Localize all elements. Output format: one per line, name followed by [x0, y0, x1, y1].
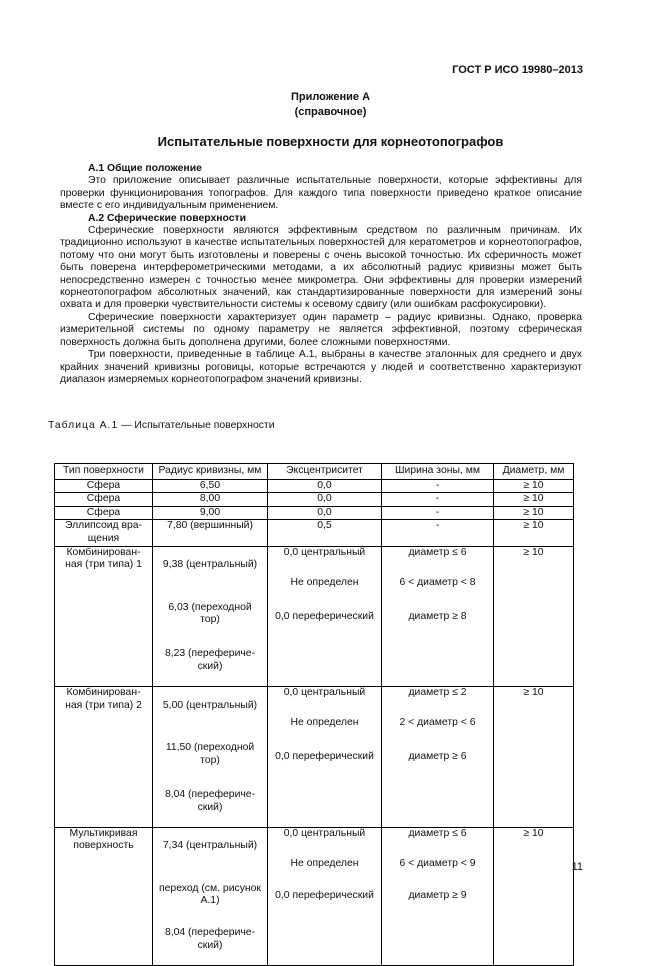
column-header: Радиус кривизны, мм — [153, 464, 268, 480]
table-cell — [268, 687, 382, 828]
table-cell: Комбинирован- ная (три типа) 1 — [55, 546, 153, 687]
radius-central: 7,34 (центральный) — [162, 840, 258, 852]
table-cell: 9,00 — [153, 506, 268, 520]
page-title: Испытательные поверхности для корнеотопографов — [157, 134, 504, 149]
table-cell: Сфера — [55, 493, 153, 507]
annex-heading — [0, 90, 661, 120]
zone-transition: 6 < диаметр < 8 — [399, 576, 476, 588]
table-cell — [268, 827, 382, 966]
table-row — [55, 520, 574, 546]
table-cell — [382, 546, 494, 687]
table-caption — [48, 420, 275, 431]
zone-central: диаметр ≤ 6 — [408, 827, 467, 839]
zone-central: диаметр ≤ 6 — [408, 546, 467, 558]
ecc-central: 0,0 центральный — [283, 827, 366, 839]
radius-central: 9,38 (центральный) — [162, 559, 258, 571]
radius-peripheral: 8,23 (перефериче- ский) — [164, 648, 256, 672]
zone-transition: 6 < диаметр < 9 — [399, 857, 476, 869]
table-cell: ≥ 10 — [494, 827, 574, 966]
table-cell: - — [382, 493, 494, 507]
paragraph: Три поверхности, приведенные в таблице А.1, выбраны в качестве эталонных для среднего и двух крайних значений кривизны роговицы, которые встречаются у людей и соответственно характеризуют диапазон измеряемых корнеотопографом значений кривизны. — [60, 349, 582, 385]
table-cell: 8,00 — [153, 493, 268, 507]
table-row-combined-1 — [55, 546, 574, 687]
ecc-transition: Не определен — [290, 717, 359, 729]
table-caption-text: — Испытательные поверхности — [121, 420, 275, 431]
annex-label: Приложение А — [290, 91, 371, 103]
table-cell: - — [382, 479, 494, 493]
paragraph: Это приложение описывает различные испытательные поверхности, которые эффективны для проверки функционирования топографов. Для каждого типа поверхности приведено краткое описание вместе с его индивидуальным применением. — [60, 175, 582, 212]
radius-transition: 11,50 (переходной тор) — [165, 742, 255, 766]
page-number: 11 — [571, 861, 583, 873]
column-header: Тип поверхности — [55, 464, 153, 480]
ecc-central: 0,0 центральный — [283, 546, 366, 558]
table-cell: - — [382, 520, 494, 546]
section-heading-a2: А.2 Сферические поверхности — [88, 212, 246, 224]
table-cell: 6,50 — [153, 479, 268, 493]
table-cell: 0,0 — [268, 493, 382, 507]
paragraph: Сферические поверхности характеризует один параметр – радиус кривизны. Однако, проверка измерительной системы по одному параметру не является эффективной, поэтому сферическая поверхность должна быть дополнена другими, более сложными поверхностями. — [60, 311, 582, 348]
table-row — [55, 493, 574, 507]
document-body — [60, 163, 582, 386]
ecc-peripheral: 0,0 переферический — [275, 751, 374, 763]
radius-peripheral: 8,04 (перефериче- ский) — [164, 927, 256, 952]
document-code: ГОСТ Р ИСО 19980–2013 — [452, 64, 583, 76]
table-cell: 7,80 (вершинный) — [153, 520, 268, 546]
zone-peripheral: диаметр ≥ 6 — [408, 751, 467, 763]
table-header-row — [55, 464, 574, 480]
test-surfaces-table — [54, 463, 574, 966]
table-cell — [153, 827, 268, 966]
table-cell — [153, 546, 268, 687]
table-cell — [382, 687, 494, 828]
table-cell: Мультикривая поверхность — [55, 827, 153, 966]
column-header: Диаметр, мм — [494, 464, 574, 480]
ecc-transition: Не определен — [290, 576, 359, 588]
table-cell: - — [382, 506, 494, 520]
table-cell — [382, 827, 494, 966]
table-row — [55, 479, 574, 493]
annex-kind: (справочное) — [294, 106, 367, 118]
table-row — [55, 506, 574, 520]
ecc-peripheral: 0,0 переферический — [275, 610, 374, 622]
section-heading-a1: А.1 Общие положение — [88, 163, 202, 174]
table-cell: ≥ 10 — [494, 546, 574, 687]
table-cell: 0,0 — [268, 506, 382, 520]
table-caption-label: Таблица А.1 — [48, 420, 119, 431]
table-cell: ≥ 10 — [494, 520, 574, 546]
radius-peripheral: 8,04 (перефериче- ский) — [164, 788, 256, 813]
radius-central: 5,00 (центральный) — [162, 699, 258, 711]
ecc-transition: Не определен — [290, 857, 359, 869]
table-cell: Сфера — [55, 506, 153, 520]
table-cell: Эллипсоид вра- щения — [55, 520, 153, 546]
table-cell: ≥ 10 — [494, 506, 574, 520]
table-cell: ≥ 10 — [494, 687, 574, 828]
ecc-peripheral: 0,0 переферический — [275, 889, 374, 901]
table-cell — [268, 546, 382, 687]
table-cell: Комбинирован- ная (три типа) 2 — [55, 687, 153, 828]
table-cell: ≥ 10 — [494, 479, 574, 493]
paragraph: Сферические поверхности являются эффективным средством по различным причинам. Их традиционно используют в качестве испытательных поверхностей для кератометров и корнеотопографов, потому что они могут быть изготовлены и поверены с очень высокой точностью. Их сферичность может быть поверена интерферометрическими методами, а их абсолютный радиус кривизны может быть непосредственно измерен с точностью менее микрометра. Они эффективны для проверки измерений корнеотопографом абсолютных значений, как стандартизированные поверхности для измерений зоны охвата и для проверки чувствительности системы к осевому сдвигу (или ошибкам расфокусировки). — [60, 225, 582, 311]
radius-transition: 6,03 (переходной тор) — [168, 601, 252, 626]
table-cell: ≥ 10 — [494, 493, 574, 507]
table-cell: 0,5 — [268, 520, 382, 546]
zone-central: диаметр ≤ 2 — [408, 687, 467, 699]
ecc-central: 0,0 центральный — [283, 687, 366, 699]
column-header: Эксцентриситет — [268, 464, 382, 480]
table-cell: 0,0 — [268, 479, 382, 493]
column-header: Ширина зоны, мм — [382, 464, 494, 480]
table-cell: Сфера — [55, 479, 153, 493]
table-cell — [153, 687, 268, 828]
zone-transition: 2 < диаметр < 6 — [399, 717, 476, 729]
zone-peripheral: диаметр ≥ 9 — [408, 889, 467, 901]
table-row-combined-2 — [55, 687, 574, 828]
radius-transition: переход (см. рисунок А.1) — [159, 882, 261, 907]
table-row-multicurve — [55, 827, 574, 966]
zone-peripheral: диаметр ≥ 8 — [408, 610, 467, 622]
